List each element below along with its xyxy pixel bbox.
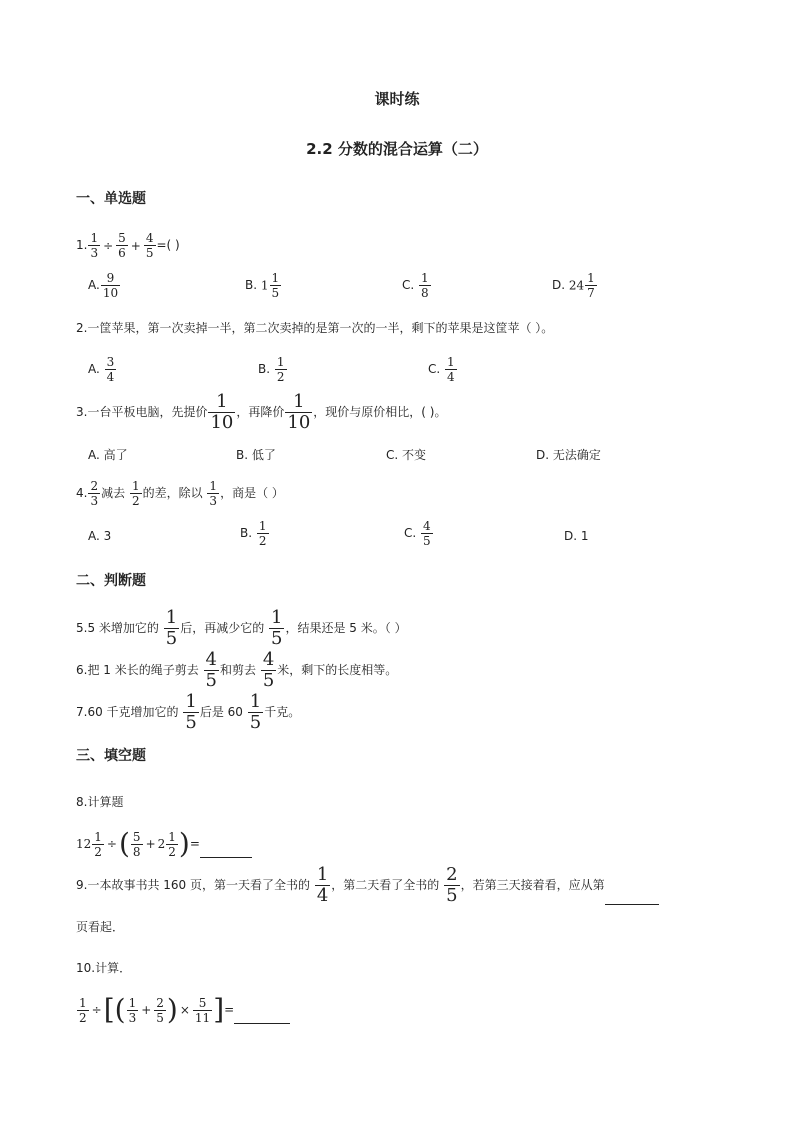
option-b[interactable]: B. 低了 — [236, 448, 276, 462]
fraction: $\frac{4}{5}$ — [423, 519, 431, 548]
question-7: 7.60 千克增加它的 $\frac{1}{5}$ 后是 60 $\frac{1}{5}$ 千克。 — [76, 691, 301, 733]
question-4: 4. $\frac{2}{3}$ 减去 $\frac{1}{2}$ 的差，除以 $\frac{1}{3}$ ，商是（ ） — [76, 479, 284, 508]
answer-paren: =( ) — [156, 238, 180, 252]
option-a[interactable]: A. $\frac{9}{10}$ — [88, 271, 119, 300]
fraction: $\frac{2}{3}$ — [90, 479, 99, 508]
question-10-expression: $\frac{1}{2}$ ÷[( $\frac{1}{3}$ + $\frac{2}{5}$ ) × $\frac{5}{11}$ ]= — [76, 996, 290, 1024]
question-2: 2.一筐苹果，第一次卖掉一半，第二次卖掉的是第一次的一半，剩下的苹果是这筐苹（ ）。 — [76, 321, 554, 335]
fraction: $\frac{1}{5}$ — [249, 691, 262, 733]
question-6: 6.把 1 米长的绳子剪去 $\frac{4}{5}$ 和剪去 $\frac{4}{5}$ 米，剩下的长度相等。 — [76, 649, 398, 691]
fraction: $\frac{9}{10}$ — [102, 271, 119, 300]
question-1 — [76, 232, 180, 259]
fraction: $\frac{1}{2}$ — [79, 995, 87, 1025]
option-b[interactable]: B. $\frac{1}{2}$ — [240, 519, 267, 548]
fraction: $\frac{1}{7}$ — [587, 271, 595, 300]
fraction: $\frac{1}{2}$ — [276, 355, 285, 384]
option-c[interactable]: C. $\frac{4}{5}$ — [404, 519, 431, 548]
divide-sign: ÷ — [103, 238, 114, 253]
fraction: $\frac{1}{5}$ — [165, 607, 178, 649]
section-title: 一、单选题 — [76, 191, 146, 207]
fraction: $\frac{1}{5}$ — [185, 691, 197, 733]
plus-sign: + — [130, 238, 141, 253]
question-5: 5.5 米增加它的 $\frac{1}{5}$ 后，再减少它的 $\frac{1}{5}$ ，结果还是 5 米。（ ） — [76, 607, 407, 649]
answer-blank[interactable] — [605, 903, 659, 905]
question-8-expression: 12 $\frac{1}{2}$ ÷( $\frac{5}{8}$ + 2 $\frac{1}{2}$ )= — [76, 830, 252, 858]
fraction: $\frac{4}{5}$ — [262, 649, 275, 691]
option-c[interactable]: C. $\frac{1}{4}$ — [428, 355, 455, 384]
fraction: $\frac{5}{11}$ — [194, 995, 211, 1025]
option-d[interactable]: D. 无法确定 — [536, 448, 601, 462]
question-8-label: 8.计算题 — [76, 795, 124, 809]
fraction: $\frac{1}{2}$ — [94, 829, 102, 859]
option-a[interactable]: A. $\frac{3}{4}$ — [88, 355, 115, 384]
page-subtitle: 2.2 分数的混合运算（二） — [306, 140, 488, 158]
fraction: $\frac{2}{5}$ — [156, 995, 164, 1025]
option-b[interactable]: B. $\frac{1}{2}$ — [258, 355, 285, 384]
fraction: $\frac{1}{5}$ — [271, 607, 283, 649]
fraction: $\frac{1}{10}$ — [287, 391, 311, 433]
fraction: $\frac{1}{3}$ — [209, 479, 218, 508]
question-9-continued: 页看起． — [76, 920, 125, 934]
question-9: 9.一本故事书共 160 页，第一天看了全书的 $\frac{1}{4}$ ，第二天看了全书的 $\frac{2}{5}$ ，若第三天接着看，应从第 — [76, 866, 659, 905]
fraction: $\frac{1}{2}$ — [258, 519, 267, 548]
section-title: 二、判断题 — [76, 573, 146, 589]
fraction: $\frac{1}{2}$ — [131, 479, 140, 508]
fraction: $\frac{4}{5}$ — [205, 649, 217, 691]
option-c[interactable]: C. $\frac{1}{8}$ — [402, 271, 429, 300]
option-b[interactable]: B. 1 $\frac{1}{5}$ — [245, 271, 280, 300]
question-number: 1. — [76, 238, 88, 252]
question-10-label: 10.计算． — [76, 961, 132, 975]
option-c[interactable]: C. 不变 — [386, 448, 427, 462]
fraction: $\frac{1}{3}$ — [128, 995, 137, 1025]
fraction: $\frac{3}{4}$ — [106, 355, 115, 384]
fraction: $\frac{4}{5}$ — [145, 231, 154, 260]
fraction: $\frac{5}{8}$ — [132, 829, 141, 859]
option-a[interactable]: A. 高了 — [88, 448, 128, 462]
fraction: $\frac{1}{2}$ — [168, 829, 176, 859]
fraction: $\frac{1}{5}$ — [271, 271, 280, 300]
section-title: 三、填空题 — [76, 748, 146, 764]
fraction: $\frac{5}{6}$ — [118, 231, 126, 260]
option-a[interactable]: A. 3 — [88, 529, 112, 543]
option-d[interactable]: D. 1 — [564, 529, 589, 543]
fraction: $\frac{2}{5}$ — [446, 864, 458, 906]
fraction: $\frac{1}{4}$ — [316, 864, 329, 906]
fraction: $\frac{1}{8}$ — [421, 271, 429, 300]
fraction: $\frac{1}{3}$ — [90, 231, 99, 260]
page-title: 课时练 — [374, 90, 420, 108]
fraction: $\frac{1}{10}$ — [210, 391, 234, 433]
fraction: $\frac{1}{4}$ — [447, 355, 455, 384]
answer-blank[interactable] — [200, 856, 252, 858]
question-3: 3.一台平板电脑，先提价 $\frac{1}{10}$ ，再降价 $\frac{1}{10}$ ，现价与原价相比，( )。 — [76, 391, 447, 433]
answer-blank[interactable] — [234, 1022, 290, 1024]
option-d[interactable]: D. 24 $\frac{1}{7}$ — [552, 271, 595, 300]
